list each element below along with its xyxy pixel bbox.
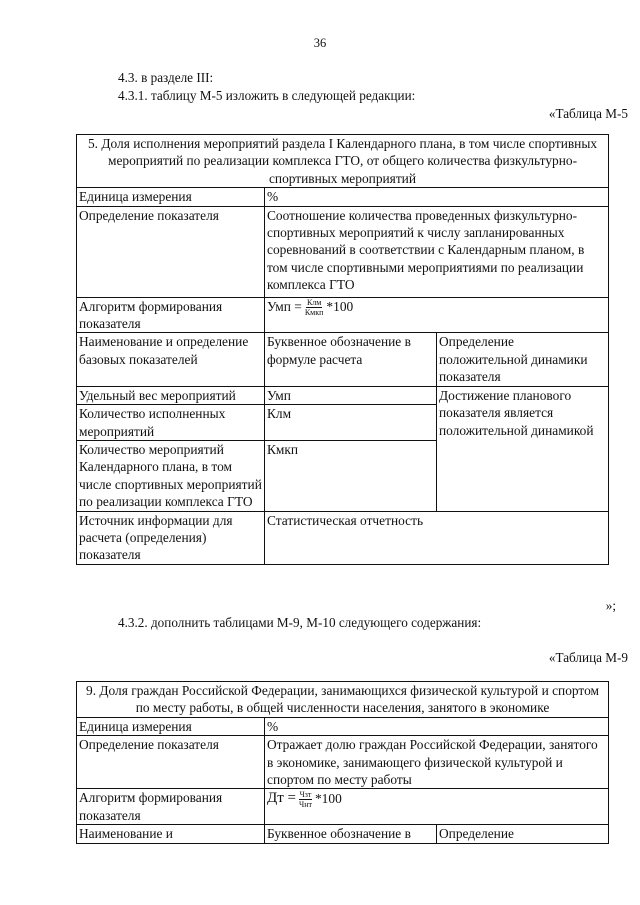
row-symbol: Кмкп bbox=[265, 440, 437, 511]
table-m5-label: «Таблица М-5 bbox=[548, 106, 628, 121]
row-symbol: Умп bbox=[265, 386, 437, 404]
formula-denominator: Чнт bbox=[299, 799, 312, 809]
closing-mark: »; bbox=[605, 598, 616, 613]
formula-fraction bbox=[304, 298, 325, 317]
algorithm-formula bbox=[265, 789, 609, 825]
definition-value: Соотношение количества проведенных физкультурно-спортивных мероприятий к числу запланированных соревнований в соответствии с Календарным планом, в том числе спортивными мероприятиями по реализации комплекса ГТО bbox=[265, 206, 609, 297]
algorithm-label: Алгоритм формирования показателя bbox=[77, 297, 265, 333]
unit-value: % bbox=[265, 188, 609, 206]
table-m9 bbox=[76, 681, 609, 844]
algorithm-label: Алгоритм формирования показателя bbox=[77, 789, 265, 825]
formula-lhs: Умп = bbox=[267, 299, 302, 315]
table-m9-title: 9. Доля граждан Российской Федерации, занимающихся физической культурой и спортом по месту работы, в общей численности населения, занятого в экономике bbox=[77, 682, 609, 718]
row-symbol: Клм bbox=[265, 405, 437, 441]
unit-label: Единица измерения bbox=[77, 188, 265, 206]
row-name: Удельный вес мероприятий bbox=[77, 386, 265, 404]
definition-label: Определение показателя bbox=[77, 736, 265, 789]
table-m9-label: «Таблица М-9 bbox=[548, 650, 628, 665]
formula-tail: *100 bbox=[326, 299, 354, 315]
formula-lhs: Дт = bbox=[267, 790, 296, 807]
unit-value: % bbox=[265, 717, 609, 735]
definition-value: Отражает долю граждан Российской Федерации, занятого в экономике, занимающего физической культурой и спортом по месту работы bbox=[265, 736, 609, 789]
section-heading: 4.3. в разделе III: bbox=[118, 70, 214, 85]
formula bbox=[267, 790, 342, 809]
row-name: Количество исполненных мероприятий bbox=[77, 405, 265, 441]
source-value: Статистическая отчетность bbox=[265, 511, 609, 564]
header-base-indicators: Наименование и bbox=[77, 825, 265, 843]
header-dynamic: Определение положительной динамики показателя bbox=[437, 333, 609, 386]
unit-label: Единица измерения bbox=[77, 717, 265, 735]
instruction-text-2: 4.3.2. дополнить таблицами М-9, М-10 следующего содержания: bbox=[118, 615, 482, 630]
table-m5 bbox=[76, 134, 609, 565]
instruction-text: 4.3.1. таблицу М-5 изложить в следующей редакции: bbox=[118, 88, 416, 103]
header-symbol: Буквенное обозначение в формуле расчета bbox=[265, 333, 437, 386]
source-label: Источник информации для расчета (определения) показателя bbox=[77, 511, 265, 564]
formula-tail: *100 bbox=[314, 791, 342, 807]
page-number: 36 bbox=[313, 36, 327, 50]
algorithm-formula bbox=[265, 297, 609, 333]
table-m5-title: 5. Доля исполнения мероприятий раздела I Календарного плана, в том числе спортивных мероприятий по реализации комплекса ГТО, от общего количества физкультурно-спортивных мероприятий bbox=[77, 135, 609, 188]
formula-numerator: Чзт bbox=[299, 789, 312, 799]
formula-denominator: Кмкп bbox=[304, 307, 324, 317]
formula-numerator: Клм bbox=[306, 297, 322, 307]
header-dynamic: Определение bbox=[437, 825, 609, 843]
header-base-indicators: Наименование и определение базовых показателей bbox=[77, 333, 265, 386]
formula-fraction bbox=[298, 790, 313, 809]
row-name: Количество мероприятий Календарного плана, в том числе спортивных мероприятий по реализации комплекса ГТО bbox=[77, 440, 265, 511]
definition-label: Определение показателя bbox=[77, 206, 265, 297]
dynamic-text: Достижение планового показателя является положительной динамикой bbox=[437, 386, 609, 511]
header-symbol: Буквенное обозначение в bbox=[265, 825, 437, 843]
formula bbox=[267, 298, 353, 317]
